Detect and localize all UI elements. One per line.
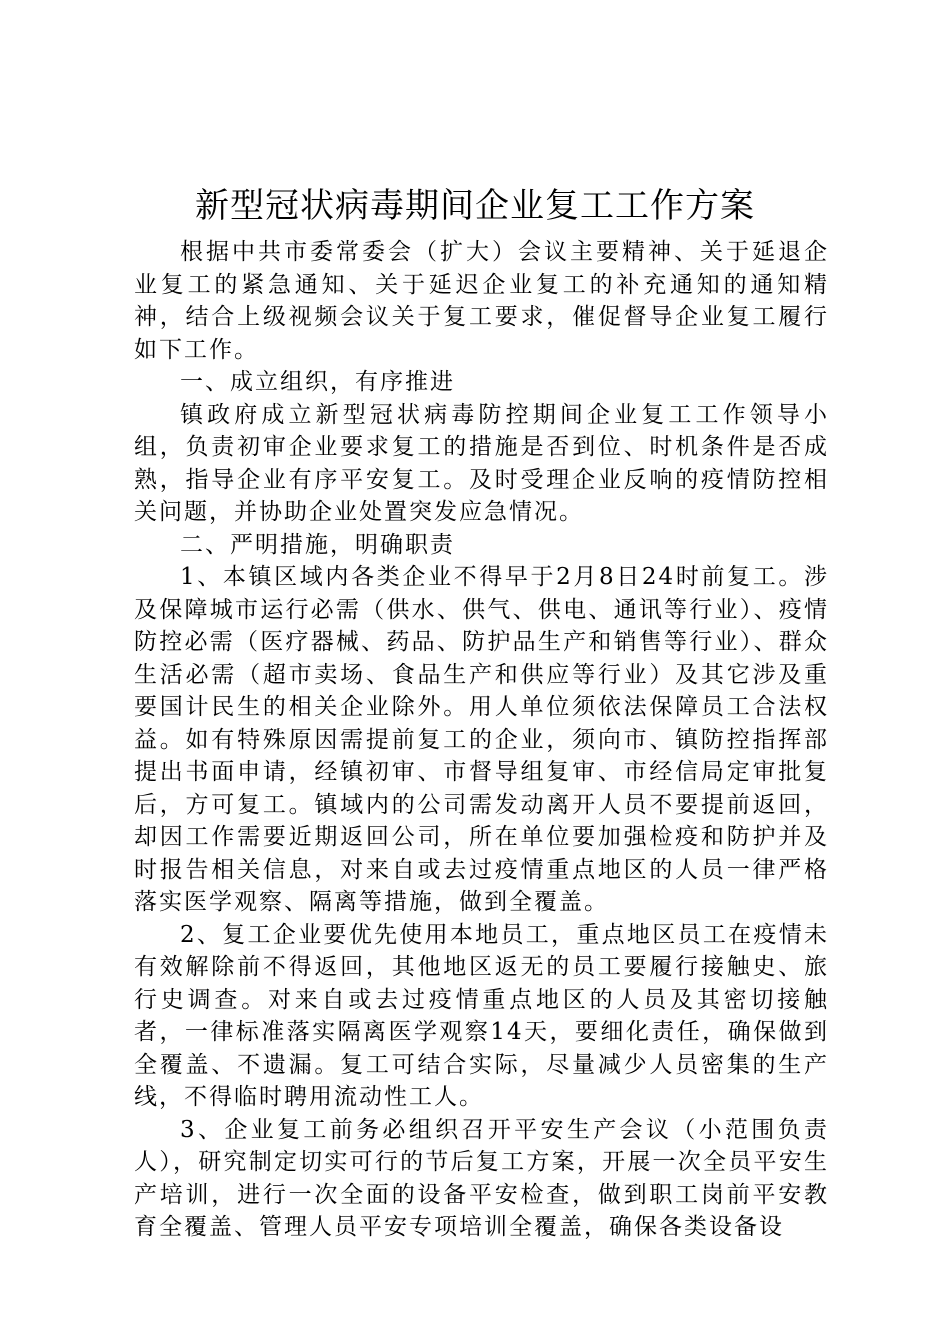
section-1-paragraph: 镇政府成立新型冠状病毒防控期间企业复工工作领导小组，负责初审企业要求复工的措施是否到位、时机条件是否成熟，指导企业有序平安复工。及时受理企业反响的疫情防控相关问题，并协助企业处置突发应急情况。 — [134, 401, 829, 525]
section-heading-1: 一、成立组织，有序推进 — [180, 369, 455, 395]
measure-1-paragraph: 1、本镇区域内各类企业不得早于2月8日24时前复工。涉及保障城市运行必需（供水、供气、供电、通讯等行业）、疫情防控必需（医疗器械、药品、防护品生产和销售等行业）、群众生活必需（超市卖场、食品生产和供应等行业）及其它涉及重要国计民生的相关企业除外。用人单位须依法保障员工合法权益。如有特殊原因需提前复工的企业，须向市、镇防控指挥部提出书面申请，经镇初审、市督导组复审、市经信局定审批复后，方可复工。镇域内的公司需发动离开人员不要提前返回，却因工作需要近期返回公司，所在单位要加强检疫和防护并及时报告相关信息，对来自或去过疫情重点地区的人员一律严格落实医学观察、隔离等措施，做到全覆盖。 — [134, 564, 829, 915]
section-heading-2: 二、严明措施，明确职责 — [180, 531, 455, 558]
intro-paragraph: 根据中共市委常委会（扩大）会议主要精神、关于延退企业复工的紧急通知、关于延迟企业复工的补充通知的通知精神，结合上级视频会议关于复工要求，催促督导企业复工履行如下工作。 — [134, 239, 829, 363]
document-body — [134, 236, 829, 1244]
measure-2-paragraph: 2、复工企业要优先使用本地员工，重点地区员工在疫情未有效解除前不得返回，其他地区返无的员工要履行接触史、旅行史调查。对来自或去过疫情重点地区的人员及其密切接触者，一律标准落实隔离医学观察14天，要细化责任，确保做到全覆盖、不遗漏。复工可结合实际，尽量减少人员密集的生产线，不得临时聘用流动性工人。 — [134, 921, 829, 1110]
measure-3-paragraph: 3、企业复工前务必组织召开平安生产会议（小范围负责人），研究制定切实可行的节后复工方案，开展一次全员平安生产培训，进行一次全面的设备平安检查，做到职工岗前平安教育全覆盖、管理人员平安专项培训全覆盖，确保各类设备设 — [134, 1116, 829, 1240]
document-title: 新型冠状病毒期间企业复工工作方案 — [195, 186, 755, 226]
